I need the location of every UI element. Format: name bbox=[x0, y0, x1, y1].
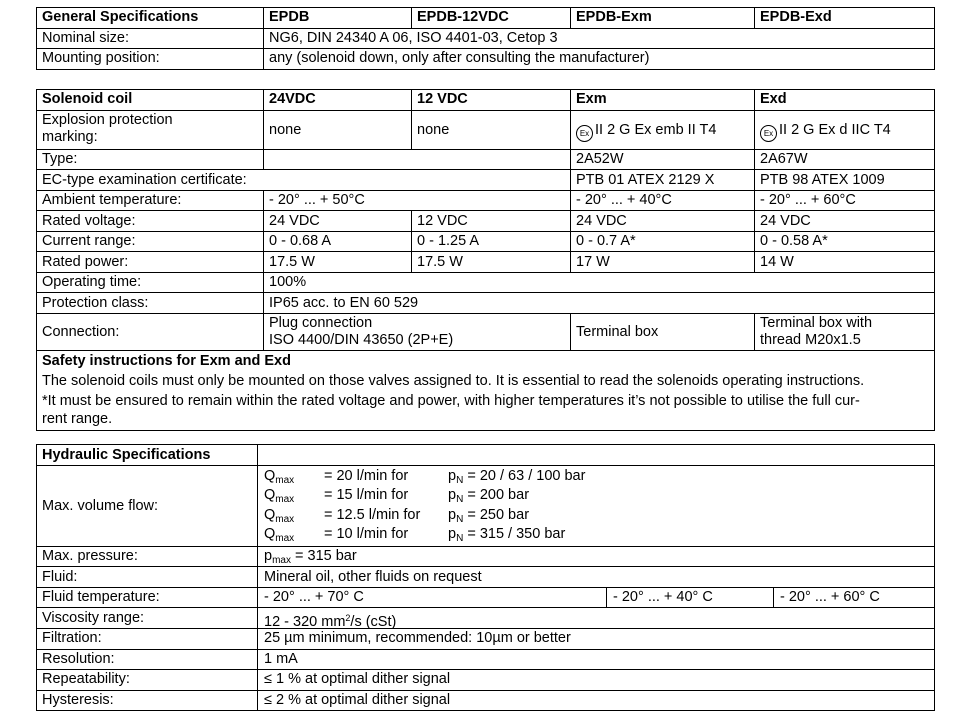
divider bbox=[36, 28, 935, 29]
solenoid-header: Solenoid coil bbox=[42, 91, 133, 107]
row-label: Fluid temperature: bbox=[42, 589, 160, 605]
row-value: NG6, DIN 24340 A 06, ISO 4401-03, Cetop 3 bbox=[269, 30, 558, 46]
divider bbox=[36, 231, 935, 232]
row-label: Fluid: bbox=[42, 569, 78, 585]
cell-value: II 2 G Ex emb II T4 bbox=[595, 122, 717, 138]
hydraulic-header: Hydraulic Specifications bbox=[42, 447, 211, 463]
flow-p: $p_N = 20 / 63 / 100$ bar bbox=[448, 468, 586, 486]
row-label: Rated voltage: bbox=[42, 213, 136, 229]
row-label: Nominal size: bbox=[42, 30, 130, 46]
cell-value: - 20° ... + 40° C bbox=[613, 589, 713, 605]
flow-q-value: = 12.5 l/min for bbox=[324, 507, 421, 523]
cell-value: - 20° ... + 60° C bbox=[780, 589, 880, 605]
cell-value: 0 - 1.25 A bbox=[417, 233, 480, 249]
column-header-12vdc: 12 VDC bbox=[417, 91, 468, 107]
divider bbox=[36, 190, 935, 191]
general-header: General Specifications bbox=[42, 9, 199, 25]
cell-value: ≤ 2 % at optimal dither signal bbox=[264, 692, 451, 708]
cell-value: ≤ 1 % at optimal dither signal bbox=[264, 671, 451, 687]
divider bbox=[36, 350, 935, 351]
safety-instructions-text: *It must be ensured to remain within the rated voltage and power, with higher temperatures it’s not possible to utilise the full cur- bbox=[42, 393, 860, 409]
row-label: Repeatability: bbox=[42, 671, 130, 687]
safety-instructions-text: rent range. bbox=[42, 411, 113, 427]
divider bbox=[570, 313, 571, 350]
divider bbox=[36, 149, 935, 150]
cell-value: 12 VDC bbox=[417, 213, 468, 229]
divider bbox=[36, 690, 935, 691]
cell-value: 14 W bbox=[760, 254, 794, 270]
divider bbox=[36, 292, 935, 293]
column-header-exd: Exd bbox=[760, 91, 787, 107]
divider bbox=[606, 587, 607, 607]
divider bbox=[263, 190, 264, 350]
divider bbox=[36, 48, 935, 49]
row-label: Max. pressure: bbox=[42, 548, 138, 564]
cell-value: Terminal box with bbox=[760, 315, 873, 331]
divider bbox=[263, 7, 264, 70]
cell-value: PTB 98 ATEX 1009 bbox=[760, 172, 885, 188]
divider bbox=[257, 444, 258, 711]
divider bbox=[36, 566, 935, 567]
column-header-epdb-exm: EPDB-Exm bbox=[576, 9, 652, 25]
cell-value: PTB 01 ATEX 2129 X bbox=[576, 172, 715, 188]
cell-value: 2A67W bbox=[760, 151, 808, 167]
divider bbox=[570, 89, 571, 272]
cell-value: none bbox=[269, 122, 302, 138]
cell-value: - 20° ... + 50°C bbox=[269, 192, 365, 208]
divider bbox=[773, 587, 774, 607]
cell-value: 0 - 0.68 A bbox=[269, 233, 332, 249]
cell-value: 17.5 W bbox=[269, 254, 315, 270]
cell-value: 24 VDC bbox=[269, 213, 320, 229]
cell-value: 1 mA bbox=[264, 651, 298, 667]
ex-hexagon-icon: Ex bbox=[576, 125, 593, 142]
flow-q: $Q_{max}$ bbox=[264, 468, 295, 486]
explosion-marking-exm bbox=[576, 122, 716, 142]
column-header-exm: Exm bbox=[576, 91, 607, 107]
divider bbox=[36, 169, 935, 170]
divider bbox=[754, 313, 755, 350]
row-label: EC-type examination certificate: bbox=[42, 172, 247, 188]
row-value: any (solenoid down, only after consulting the manufacturer) bbox=[269, 50, 650, 66]
cell-value: 2A52W bbox=[576, 151, 624, 167]
divider bbox=[263, 89, 264, 169]
divider bbox=[36, 669, 935, 670]
flow-q: $Q_{max}$ bbox=[264, 487, 295, 505]
divider bbox=[36, 607, 935, 608]
flow-q: $Q_{max}$ bbox=[264, 507, 295, 525]
row-label: Filtration: bbox=[42, 630, 102, 646]
flow-q-value: = 10 l/min for bbox=[324, 526, 409, 542]
flow-p: $p_N = 250$ bar bbox=[448, 507, 530, 525]
cell-value: 100% bbox=[269, 274, 307, 290]
divider bbox=[411, 7, 412, 28]
safety-instructions-title: Safety instructions for Exm and Exd bbox=[42, 353, 291, 369]
divider bbox=[36, 313, 935, 314]
divider bbox=[36, 110, 935, 111]
row-label: Protection class: bbox=[42, 295, 149, 311]
cell-value: II 2 G Ex d IIC T4 bbox=[779, 122, 891, 138]
cell-value: $p_{max} = 315$ bar bbox=[264, 548, 357, 566]
flow-p: $p_N = 200$ bar bbox=[448, 487, 530, 505]
cell-value: - 20° ... + 60°C bbox=[760, 192, 856, 208]
cell-value: ISO 4400/DIN 43650 (2P+E) bbox=[269, 332, 454, 348]
cell-value: 12 - 320 $mm^2/s$ (cSt) bbox=[264, 613, 397, 630]
row-label: Ambient temperature: bbox=[42, 192, 182, 208]
flow-p: $p_N = 315 / 350$ bar bbox=[448, 526, 566, 544]
row-label: Resolution: bbox=[42, 651, 115, 667]
divider bbox=[36, 272, 935, 273]
cell-value: Mineral oil, other fluids on request bbox=[264, 569, 482, 585]
row-label: Connection: bbox=[42, 324, 120, 340]
divider bbox=[36, 628, 935, 629]
divider bbox=[36, 251, 935, 252]
divider bbox=[570, 7, 571, 28]
column-header-24vdc: 24VDC bbox=[269, 91, 316, 107]
row-label: Mounting position: bbox=[42, 50, 160, 66]
divider bbox=[36, 649, 935, 650]
row-label: Current range: bbox=[42, 233, 136, 249]
divider bbox=[754, 89, 755, 272]
column-header-epdb-exd: EPDB-Exd bbox=[760, 9, 832, 25]
cell-value: 25 µm minimum, recommended: 10µm or better bbox=[264, 630, 571, 646]
row-label: Operating time: bbox=[42, 274, 142, 290]
cell-value: 17 W bbox=[576, 254, 610, 270]
row-label: Max. volume flow: bbox=[42, 498, 159, 514]
row-label: Explosion protection bbox=[42, 112, 173, 128]
cell-value: IP65 acc. to EN 60 529 bbox=[269, 295, 419, 311]
divider bbox=[411, 210, 412, 272]
cell-value: 17.5 W bbox=[417, 254, 463, 270]
cell-value: 24 VDC bbox=[760, 213, 811, 229]
divider bbox=[36, 465, 935, 466]
column-header-epdb-12vdc: EPDB-12VDC bbox=[417, 9, 509, 25]
cell-value: Plug connection bbox=[269, 315, 373, 331]
cell-value: none bbox=[417, 122, 450, 138]
cell-value: 0 - 0.58 A* bbox=[760, 233, 828, 249]
cell-value: - 20° ... + 40°C bbox=[576, 192, 672, 208]
row-label: Rated power: bbox=[42, 254, 129, 270]
explosion-marking-exd bbox=[760, 122, 891, 142]
row-label: Viscosity range: bbox=[42, 610, 145, 626]
cell-value: thread M20x1.5 bbox=[760, 332, 861, 348]
cell-value: - 20° ... + 70° C bbox=[264, 589, 364, 605]
divider bbox=[36, 587, 935, 588]
row-label: Hysteresis: bbox=[42, 692, 114, 708]
flow-q-value: = 20 l/min for bbox=[324, 468, 409, 484]
cell-value: 0 - 0.7 A* bbox=[576, 233, 636, 249]
cell-value: Terminal box bbox=[576, 324, 659, 340]
row-label: marking: bbox=[42, 129, 98, 145]
divider bbox=[754, 7, 755, 28]
column-header-epdb: EPDB bbox=[269, 9, 310, 25]
divider bbox=[36, 210, 935, 211]
flow-q-value: = 15 l/min for bbox=[324, 487, 409, 503]
cell-value: 24 VDC bbox=[576, 213, 627, 229]
ex-hexagon-icon: Ex bbox=[760, 125, 777, 142]
flow-q: $Q_{max}$ bbox=[264, 526, 295, 544]
row-label: Type: bbox=[42, 151, 78, 167]
safety-instructions-text: The solenoid coils must only be mounted on those valves assigned to. It is essential to read the solenoids operating instructions. bbox=[42, 373, 865, 389]
divider bbox=[411, 89, 412, 149]
